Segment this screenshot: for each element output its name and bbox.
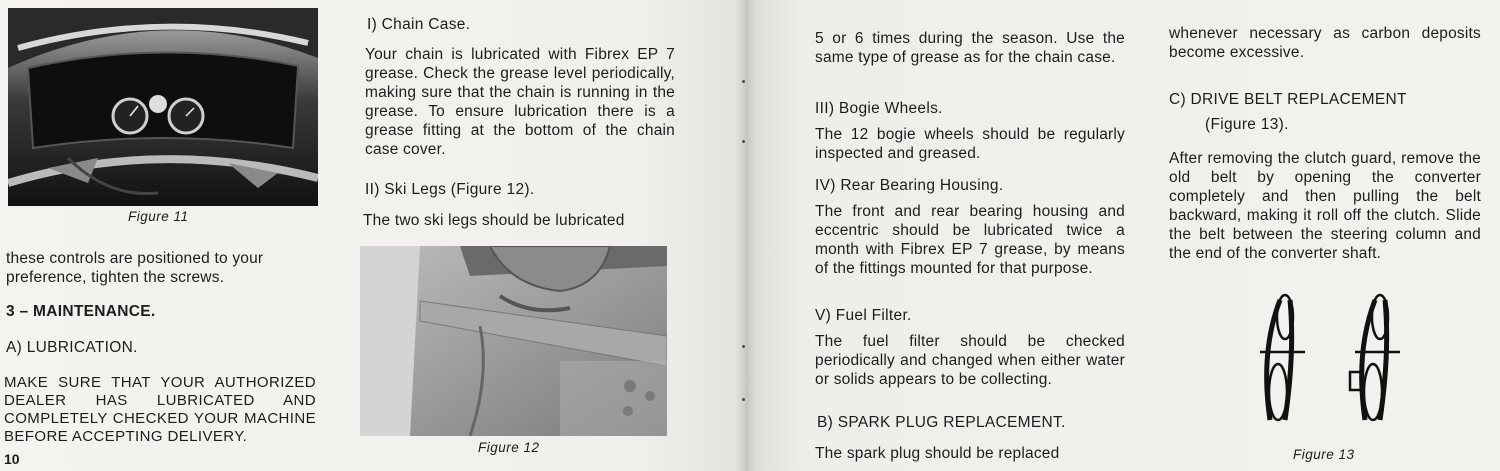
drive-belt-paragraph: After removing the clutch guard, remove the old belt by opening the converter completely and then pulling the belt backward, making it roll off the clutch. Slide the belt between the steering column and the end of the converter shaft. bbox=[1169, 150, 1481, 262]
drive-belt-heading: C) DRIVE BELT REPLACEMENT bbox=[1169, 91, 1407, 108]
fuel-filter-paragraph: The fuel filter should be checked periodically and changed when either water or solids appears to be collecting. bbox=[815, 333, 1125, 388]
drive-belt-subheading: (Figure 13). bbox=[1205, 116, 1289, 133]
figure-13-drawing bbox=[1240, 292, 1420, 427]
spark-plug-paragraph: The spark plug should be replaced bbox=[815, 445, 1060, 462]
left-page bbox=[0, 0, 745, 471]
spark-plug-heading: B) SPARK PLUG REPLACEMENT. bbox=[817, 414, 1066, 431]
book-gutter bbox=[735, 0, 757, 471]
figure-11-photo bbox=[8, 8, 318, 206]
continued-paragraph: 5 or 6 times during the season. Use the same type of grease as for the chain case. bbox=[815, 30, 1125, 66]
bogie-paragraph: The 12 bogie wheels should be regularly inspected and greased. bbox=[815, 126, 1125, 162]
controls-paragraph: these controls are positioned to your preference, tighten the screws. bbox=[6, 250, 264, 286]
rear-bearing-heading: IV) Rear Bearing Housing. bbox=[815, 177, 1004, 194]
maintenance-heading: 3 – MAINTENANCE. bbox=[6, 303, 156, 320]
chain-case-paragraph: Your chain is lubricated with Fibrex EP 7 grease. Check the grease level periodically, making sure that the chain is running in the grease. To ensure lubrication there is a grease fitting at the bottom of the chain case cover. bbox=[365, 46, 675, 158]
figure-13-caption: Figure 13 bbox=[1293, 447, 1355, 462]
right-page bbox=[745, 0, 1500, 471]
lubrication-heading: A) LUBRICATION. bbox=[6, 339, 138, 356]
figure-11-caption: Figure 11 bbox=[128, 209, 189, 224]
chain-case-heading: I) Chain Case. bbox=[367, 16, 471, 33]
page-number: 10 bbox=[4, 451, 20, 467]
fuel-filter-heading: V) Fuel Filter. bbox=[815, 307, 912, 324]
figure-12-caption: Figure 12 bbox=[478, 440, 540, 455]
delivery-warning: MAKE SURE THAT YOUR AUTHORIZED DEALER HAS LUBRICATED AND COMPLETELY CHECKED YOUR MACHINE BEFORE ACCEPTING DELIVERY. bbox=[4, 374, 316, 445]
ski-legs-paragraph: The two ski legs should be lubricated bbox=[363, 212, 625, 229]
bogie-heading: III) Bogie Wheels. bbox=[815, 100, 943, 117]
ski-legs-heading: II) Ski Legs (Figure 12). bbox=[365, 181, 535, 198]
carbon-paragraph: whenever necessary as carbon deposits become excessive. bbox=[1169, 25, 1481, 61]
figure-12-photo bbox=[360, 246, 667, 436]
rear-bearing-paragraph: The front and rear bearing housing and eccentric should be lubricated twice a month with Fibrex EP 7 grease, by means of the fittings mounted for that purpose. bbox=[815, 203, 1125, 277]
